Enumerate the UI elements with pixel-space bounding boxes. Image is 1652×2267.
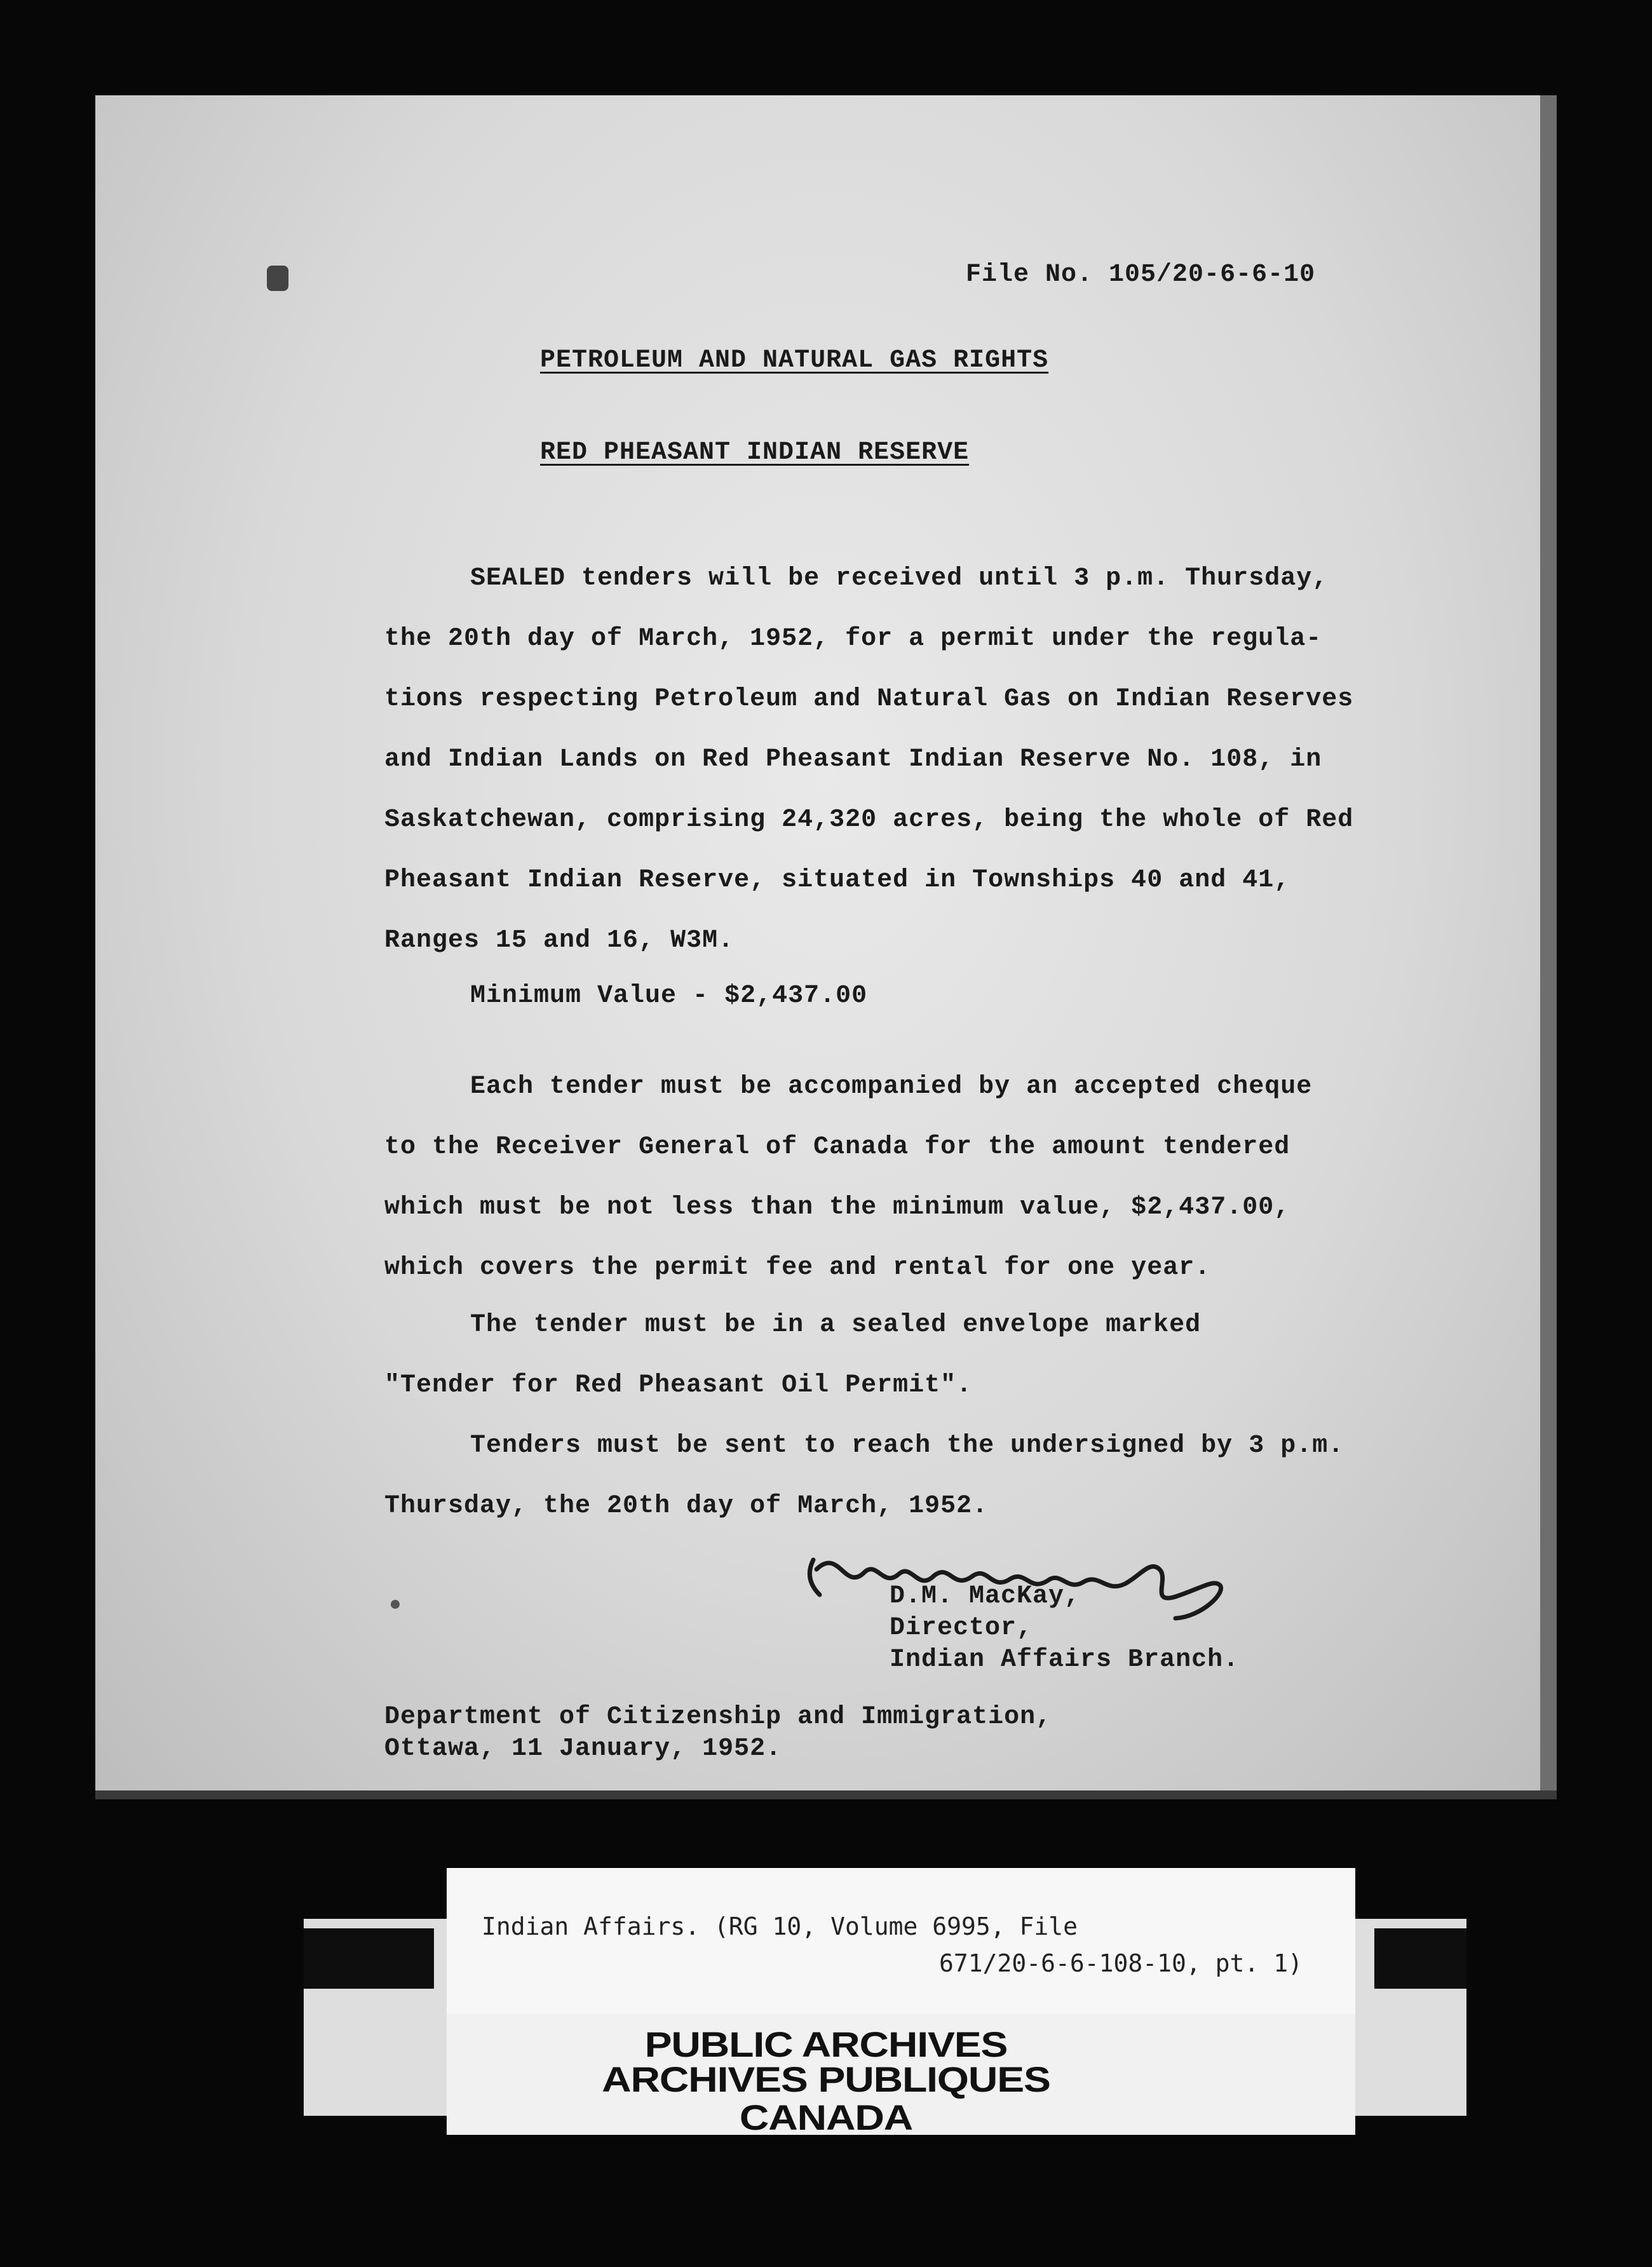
file-number: File No. 105/20-6-6-10 bbox=[966, 261, 1316, 289]
archive-reference-line2: 671/20-6-6-108-10, pt. 1) bbox=[939, 1949, 1303, 1977]
para1-line: the 20th day of March, 1952, for a permit under the regula- bbox=[384, 625, 1322, 653]
para1-line: Pheasant Indian Reserve, situated in Townships 40 and 41, bbox=[384, 866, 1290, 895]
signatory-title: Director, bbox=[890, 1614, 1033, 1642]
para1-line: Saskatchewan, comprising 24,320 acres, being the whole of Red bbox=[384, 806, 1354, 834]
para3-line: The tender must be in a sealed envelope marked bbox=[470, 1311, 1202, 1339]
ink-speck bbox=[391, 1600, 400, 1609]
card-notch-right bbox=[1374, 1928, 1466, 1989]
card-notch-left bbox=[304, 1928, 434, 1989]
archive-stamp-line1: PUBLIC ARCHIVES bbox=[644, 2024, 1008, 2064]
heading-petroleum-rights: PETROLEUM AND NATURAL GAS RIGHTS bbox=[540, 346, 1049, 375]
department-line: Department of Citizenship and Immigration, bbox=[384, 1703, 1052, 1731]
signatory-branch: Indian Affairs Branch. bbox=[890, 1646, 1240, 1674]
dated-line: Ottawa, 11 January, 1952. bbox=[384, 1735, 782, 1763]
para1-line: and Indian Lands on Red Pheasant Indian Reserve No. 108, in bbox=[384, 745, 1322, 774]
archive-reference-line1: Indian Affairs. (RG 10, Volume 6995, File bbox=[482, 1912, 1078, 1940]
para2-line: which must be not less than the minimum value, $2,437.00, bbox=[384, 1193, 1290, 1222]
page-edge bbox=[1540, 95, 1557, 1790]
para4-line: Tenders must be sent to reach the undersigned by 3 p.m. bbox=[470, 1431, 1344, 1460]
para2-line: Each tender must be accompanied by an accepted cheque bbox=[470, 1073, 1313, 1101]
document-page bbox=[95, 95, 1557, 1790]
minimum-value: Minimum Value - $2,437.00 bbox=[470, 982, 868, 1010]
page-shadow bbox=[95, 1790, 1557, 1799]
para3-line: "Tender for Red Pheasant Oil Permit". bbox=[384, 1371, 973, 1400]
signatory-name: D.M. MacKay, bbox=[890, 1582, 1081, 1611]
para1-line: Ranges 15 and 16, W3M. bbox=[384, 926, 735, 955]
punch-hole-mark bbox=[267, 266, 288, 291]
para1-line: SEALED tenders will be received until 3 p.m. Thursday, bbox=[470, 564, 1329, 593]
archive-stamp-line3: CANADA bbox=[739, 2097, 913, 2137]
para2-line: to the Receiver General of Canada for the amount tendered bbox=[384, 1133, 1290, 1161]
heading-reserve-name: RED PHEASANT INDIAN RESERVE bbox=[540, 438, 970, 467]
para1-line: tions respecting Petroleum and Natural Gas on Indian Reserves bbox=[384, 685, 1354, 714]
para4-line: Thursday, the 20th day of March, 1952. bbox=[384, 1492, 989, 1520]
archive-stamp-line2: ARCHIVES PUBLIQUES bbox=[602, 2059, 1050, 2099]
card-reference-strip bbox=[447, 1868, 1355, 2014]
para2-line: which covers the permit fee and rental for one year. bbox=[384, 1254, 1211, 1282]
